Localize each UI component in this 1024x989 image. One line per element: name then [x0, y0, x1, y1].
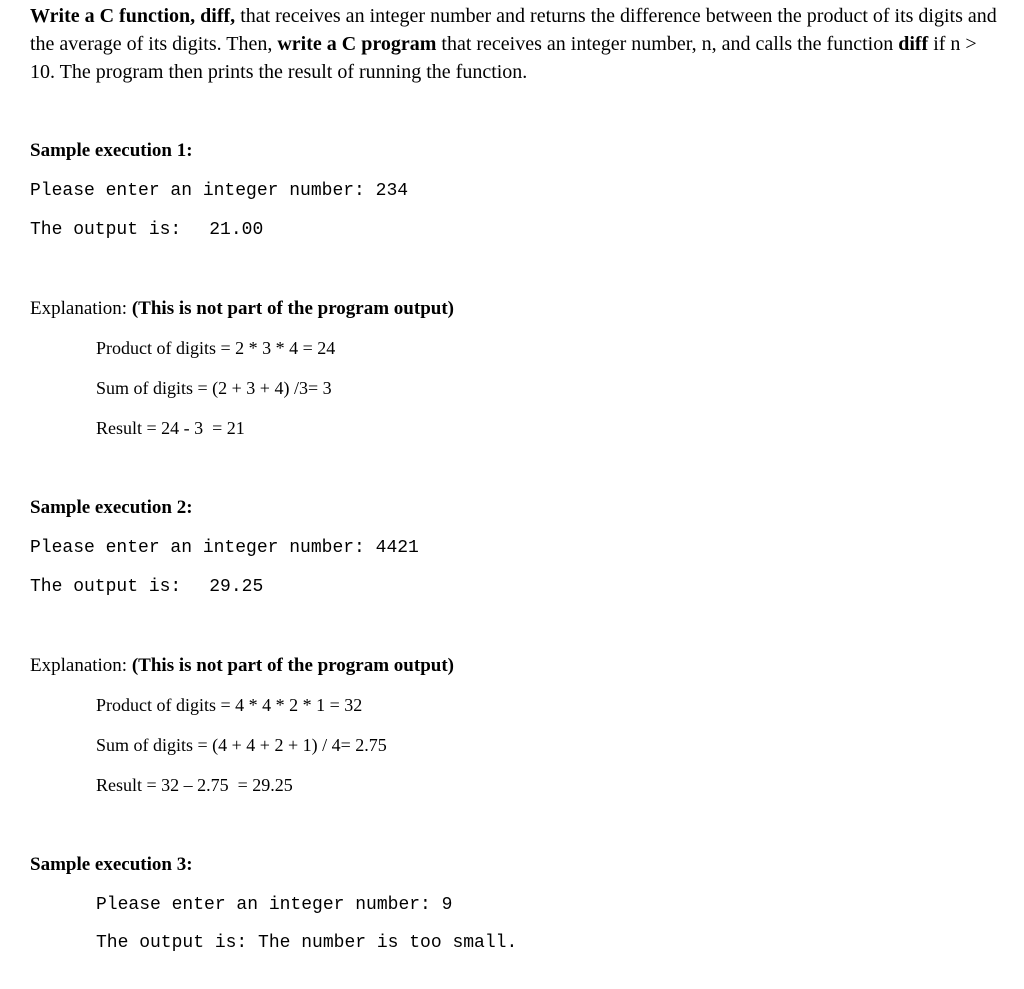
- problem-statement: [30, 2, 1005, 86]
- sample1-product-line: Product of digits = 2 * 3 * 4 = 24: [96, 338, 336, 358]
- sample2-result-line: Result = 32 – 2.75 = 29.25: [96, 775, 293, 795]
- sample2-sum-line: Sum of digits = (4 + 4 + 2 + 1) / 4= 2.75: [96, 735, 387, 755]
- sample3-heading: Sample execution 3:: [30, 854, 193, 875]
- sample2-explanation-label: Explanation:: [30, 655, 132, 676]
- sample1-explanation-label: Explanation:: [30, 298, 132, 319]
- sample1-output-value: 21.00: [209, 220, 264, 240]
- sample1-output: [30, 220, 263, 240]
- sample2-explanation: [30, 655, 454, 677]
- sample1-result-line: Result = 24 - 3 = 21: [96, 418, 245, 438]
- sample2-output-label: The output is:: [30, 577, 182, 597]
- sample3-prompt: Please enter an integer number: 9: [96, 895, 453, 915]
- intro-text-2: that receives an integer number, n, and calls the function: [436, 33, 899, 55]
- sample1-sum-line: Sum of digits = (2 + 3 + 4) /3= 3: [96, 378, 332, 398]
- sample3-output: The output is: The number is too small.: [96, 933, 518, 953]
- intro-bold-1: Write a C function, diff,: [30, 5, 236, 27]
- sample1-prompt: Please enter an integer number: 234: [30, 181, 409, 201]
- sample2-product-line: Product of digits = 4 * 4 * 2 * 1 = 32: [96, 695, 363, 715]
- intro-text-3: if n > 10. The program then prints the result of running the function.: [30, 33, 977, 83]
- sample1-explanation: [30, 298, 454, 320]
- intro-bold-3: diff: [898, 33, 929, 55]
- sample1-output-label: The output is:: [30, 220, 182, 240]
- sample2-explanation-note: (This is not part of the program output): [131, 655, 454, 676]
- sample2-output: [30, 577, 263, 597]
- intro-bold-2: write a C program: [277, 33, 437, 55]
- sample1-heading: Sample execution 1:: [30, 140, 193, 161]
- sample2-prompt: Please enter an integer number: 4421: [30, 538, 419, 558]
- sample2-output-value: 29.25: [209, 577, 264, 597]
- intro-text-1: that receives an integer number and returns the difference between the product of its digits and the average of its digits. Then,: [30, 5, 997, 55]
- sample2-heading: Sample execution 2:: [30, 497, 193, 518]
- sample1-explanation-note: (This is not part of the program output): [131, 298, 454, 319]
